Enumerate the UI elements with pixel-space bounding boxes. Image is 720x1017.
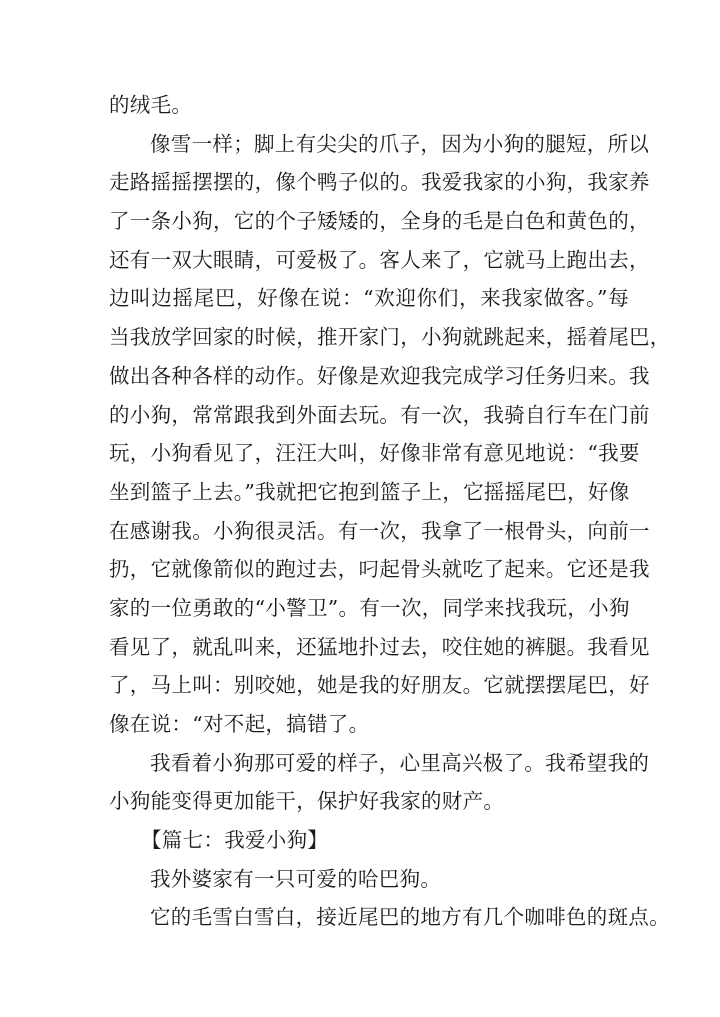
text-line: 像雪一样；脚上有尖尖的爪子，因为小狗的腿短，所以 [150, 131, 650, 156]
text-line: 玩，小狗看见了，汪汪大叫，好像非常有意见地说：“我要 [109, 441, 640, 466]
section-heading: 【篇七：我爱小狗】 [141, 828, 329, 853]
text-line: 了，马上叫：别咬她，她是我的好朋友。它就摆摆尾巴，好 [109, 673, 650, 698]
text-line: 当我放学回家的时候，推开家门，小狗就跳起来，摇着尾巴， [109, 325, 671, 350]
text-line: 它的毛雪白雪白，接近尾巴的地方有几个咖啡色的斑点。 [150, 905, 670, 930]
text-line: 我外婆家有一只可爱的哈巴狗。 [150, 866, 442, 891]
text-line: 了一条小狗，它的个子矮矮的，全身的毛是白色和黄色的， [109, 209, 650, 234]
text-line: 还有一双大眼睛，可爱极了。客人来了，它就马上跑出去， [109, 247, 650, 272]
text-line: 走路摇摇摆摆的，像个鸭子似的。我爱我家的小狗，我家养 [109, 170, 650, 195]
text-line: 小狗能变得更加能干，保护好我家的财产。 [109, 789, 505, 814]
text-line: 的小狗，常常跟我到外面去玩。有一次，我骑自行车在门前 [109, 402, 650, 427]
text-line: 边叫边摇尾巴，好像在说：“欢迎你们，来我家做客。”每 [109, 286, 629, 311]
text-line: 像在说：“对不起，搞错了。 [109, 712, 370, 736]
text-line: 我看着小狗那可爱的样子，心里高兴极了。我希望我的 [150, 750, 650, 775]
text-line: 扔，它就像箭似的跑过去，叼起骨头就吃了起来。它还是我 [109, 557, 650, 582]
text-line: 在感谢我。小狗很灵活。有一次，我拿了一根骨头，向前一 [109, 518, 650, 543]
text-line: 的绒毛。 [109, 93, 193, 117]
text-line: 家的一位勇敢的“小警卫”。有一次，同学来找我玩，小狗 [109, 595, 630, 620]
text-line: 做出各种各样的动作。好像是欢迎我完成学习任务归来。我 [109, 363, 650, 388]
text-line: 看见了，就乱叫来，还猛地扑过去，咬住她的裤腿。我看见 [109, 634, 650, 659]
document-body [109, 86, 671, 937]
text-line: 坐到篮子上去。”我就把它抱到篮子上，它摇摇尾巴，好像 [109, 479, 630, 504]
